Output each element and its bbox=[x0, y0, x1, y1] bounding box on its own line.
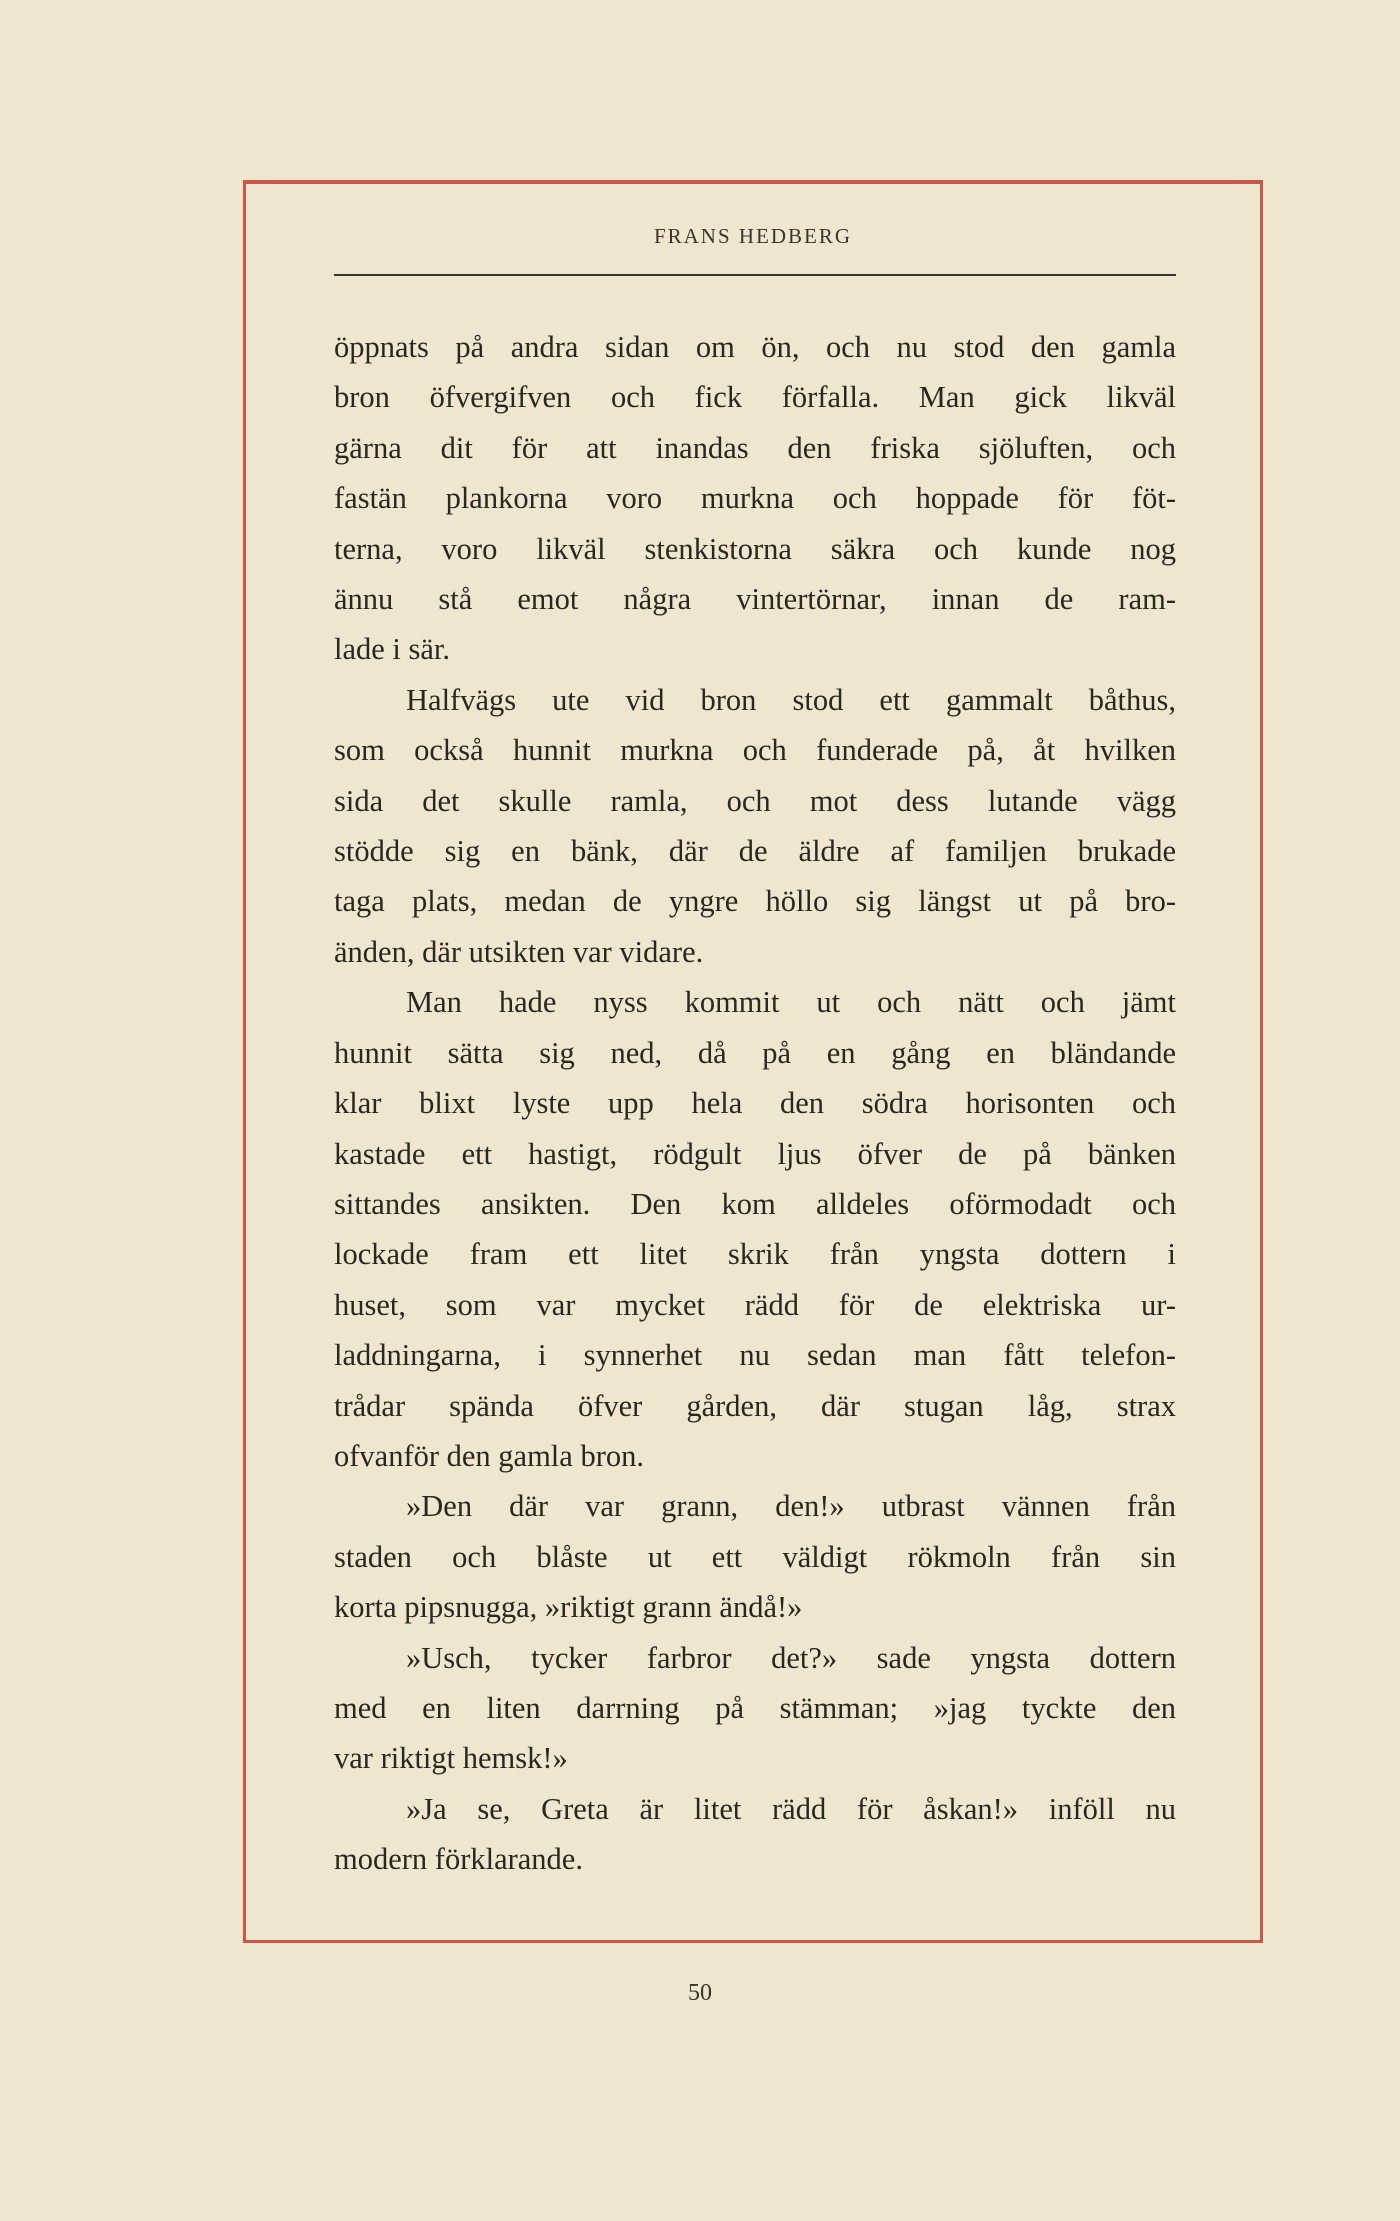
paragraph bbox=[334, 1633, 1176, 1784]
text-line: lade i sär. bbox=[334, 632, 451, 667]
text-line: Halfvägs ute vid bron stod ett gammalt båthus, bbox=[406, 682, 1176, 717]
text-line: modern förklarande. bbox=[334, 1842, 583, 1877]
page-number: 50 bbox=[688, 1980, 712, 2006]
text-line: trådar spända öfver gården, där stugan låg, strax bbox=[334, 1388, 1176, 1423]
text-line: öppnats på andra sidan om ön, och nu stod den gamla bbox=[334, 330, 1176, 364]
header-rule bbox=[334, 274, 1176, 276]
text-line: ännu stå emot några vintertörnar, innan de ram- bbox=[334, 582, 1176, 617]
paragraph bbox=[334, 675, 1176, 977]
text-line: Man hade nyss kommit ut och nätt och jämt bbox=[406, 985, 1176, 1020]
text-line: var riktigt hemsk!» bbox=[334, 1741, 568, 1776]
page-frame bbox=[243, 180, 1263, 1943]
paragraph bbox=[334, 1481, 1176, 1632]
text-line: »Den där var grann, den!» utbrast vännen från bbox=[406, 1489, 1176, 1524]
text-line: sittandes ansikten. Den kom alldeles oförmodadt och bbox=[334, 1186, 1176, 1221]
text-line: kastade ett hastigt, rödgult ljus öfver de på bänken bbox=[334, 1136, 1176, 1171]
text-line: terna, voro likväl stenkistorna säkra och kunde nog bbox=[334, 531, 1176, 566]
text-line: ofvanför den gamla bron. bbox=[334, 1438, 644, 1473]
text-line: som också hunnit murkna och funderade på, åt hvilken bbox=[334, 733, 1176, 768]
text-line: taga plats, medan de yngre höllo sig längst ut på bro- bbox=[334, 884, 1176, 919]
text-line: fastän plankorna voro murkna och hoppade för föt- bbox=[334, 481, 1176, 516]
text-line: hunnit sätta sig ned, då på en gång en bländande bbox=[334, 1035, 1176, 1070]
text-line: lockade fram ett litet skrik från yngsta dottern i bbox=[334, 1237, 1176, 1272]
text-line: huset, som var mycket rädd för de elektriska ur- bbox=[334, 1287, 1176, 1322]
text-line: stödde sig en bänk, där de äldre af familjen brukade bbox=[334, 834, 1176, 869]
text-line: »Usch, tycker farbror det?» sade yngsta dottern bbox=[406, 1640, 1176, 1675]
text-line: gärna dit för att inandas den friska sjöluften, och bbox=[334, 430, 1176, 465]
paragraph bbox=[334, 1784, 1176, 1885]
running-title: FRANS HEDBERG bbox=[653, 224, 853, 248]
text-line: med en liten darrning på stämman; »jag tyckte den bbox=[334, 1690, 1176, 1725]
text-line: bron öfvergifven och fick förfalla. Man gick likväl bbox=[334, 380, 1176, 415]
text-line: sida det skulle ramla, och mot dess lutande vägg bbox=[334, 783, 1176, 818]
body-text bbox=[334, 322, 1176, 1885]
paragraph bbox=[334, 322, 1176, 675]
text-line: korta pipsnugga, »riktigt grann ändå!» bbox=[334, 1590, 803, 1625]
text-line: laddningarna, i synnerhet nu sedan man fått telefon- bbox=[334, 1338, 1176, 1373]
text-line: änden, där utsikten var vidare. bbox=[334, 934, 704, 969]
text-line: staden och blåste ut ett väldigt rökmoln från sin bbox=[334, 1539, 1176, 1574]
text-line: klar blixt lyste upp hela den södra horisonten och bbox=[334, 1086, 1176, 1121]
text-line: »Ja se, Greta är litet rädd för åskan!» inföll nu bbox=[406, 1791, 1176, 1826]
paragraph bbox=[334, 977, 1176, 1481]
